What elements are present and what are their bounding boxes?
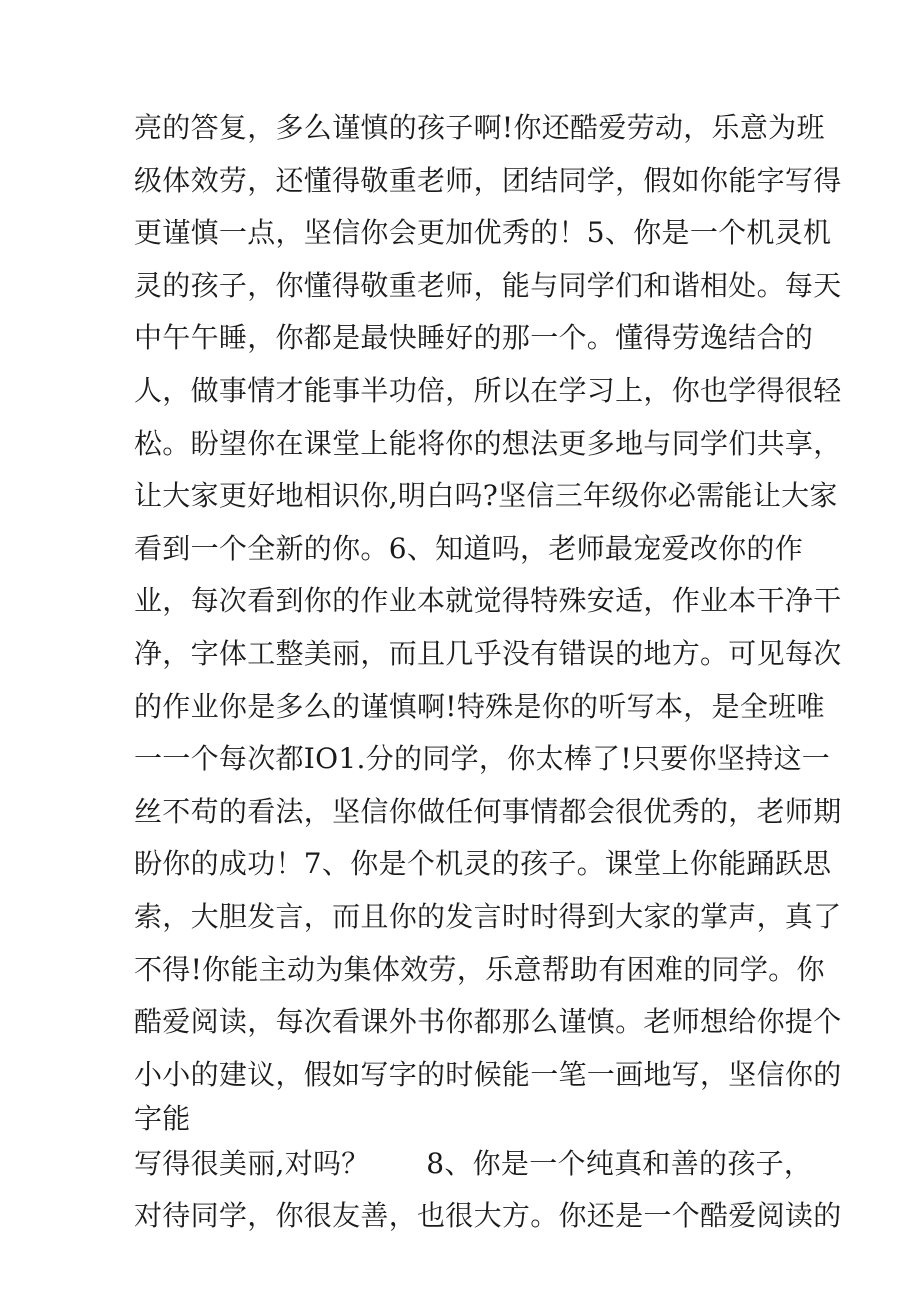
body-text bbox=[134, 102, 842, 1243]
text-line: 看到一个全新的你。6、知道吗，老师最宠爱改你的作 bbox=[134, 531, 804, 565]
text-line: 酷爱阅读，每次看课外书你都那么谨慎。老师想给你提个 bbox=[134, 1005, 842, 1039]
text-line: 人，做事情才能事半功倍，所以在学习上，你也学得很轻 bbox=[134, 373, 842, 407]
text-line: 盼你的成功！7、你是个机灵的孩子。课堂上你能踊跃思 bbox=[134, 847, 832, 881]
text-line: 索，大胆发言，而且你的发言时时得到大家的掌声，真了 bbox=[134, 899, 842, 933]
text-line: 松。盼望你在课堂上能将你的想法更多地与同学们共享， bbox=[134, 426, 842, 460]
text-line: 不得!你能主动为集体效劳，乐意帮助有困难的同学。你 bbox=[134, 952, 825, 986]
text-line: 中午午睡，你都是最快睡好的那一个。懂得劳逸结合的 bbox=[134, 321, 814, 355]
text-line: 更谨慎一点，坚信你会更加优秀的！5、你是一个机灵机 bbox=[134, 216, 832, 250]
text-line: 亮的答复，多么谨慎的孩子啊!你还酷爱劳动，乐意为班 bbox=[134, 111, 825, 144]
text-line: 写得很美丽,对吗？ 8、你是一个纯真和善的孩子， bbox=[134, 1146, 813, 1180]
text-line: 小小的建议，假如写字的时候能一笔一画地写，坚信你的 bbox=[134, 1057, 842, 1091]
text-line: 级体效劳，还懂得敬重老师，团结同学，假如你能字写得 bbox=[134, 163, 842, 197]
text-line: 对待同学，你很友善，也很大方。你还是一个酷爱阅读的 bbox=[134, 1199, 842, 1233]
text-line: 净，字体工整美丽，而且几乎没有错误的地方。可见每次 bbox=[134, 636, 842, 670]
text-line: 让大家更好地相识你,明白吗?坚信三年级你必需能让大家 bbox=[134, 479, 838, 513]
text-line: 灵的孩子，你懂得敬重老师，能与同学们和谐相处。每天 bbox=[134, 268, 842, 302]
text-line: 一一个每次都IO1.分的同学，你太棒了!只要你坚持这一 bbox=[134, 742, 831, 776]
text-line: 的作业你是多么的谨慎啊!特殊是你的听写本，是全班唯 bbox=[134, 689, 825, 723]
text-line: 丝不苟的看法，坚信你做任何事情都会很优秀的，老师期 bbox=[134, 794, 842, 828]
text-line: 业，每次看到你的作业本就觉得特殊安适，作业本干净干 bbox=[134, 584, 842, 618]
text-line: 字能 bbox=[134, 1102, 191, 1136]
